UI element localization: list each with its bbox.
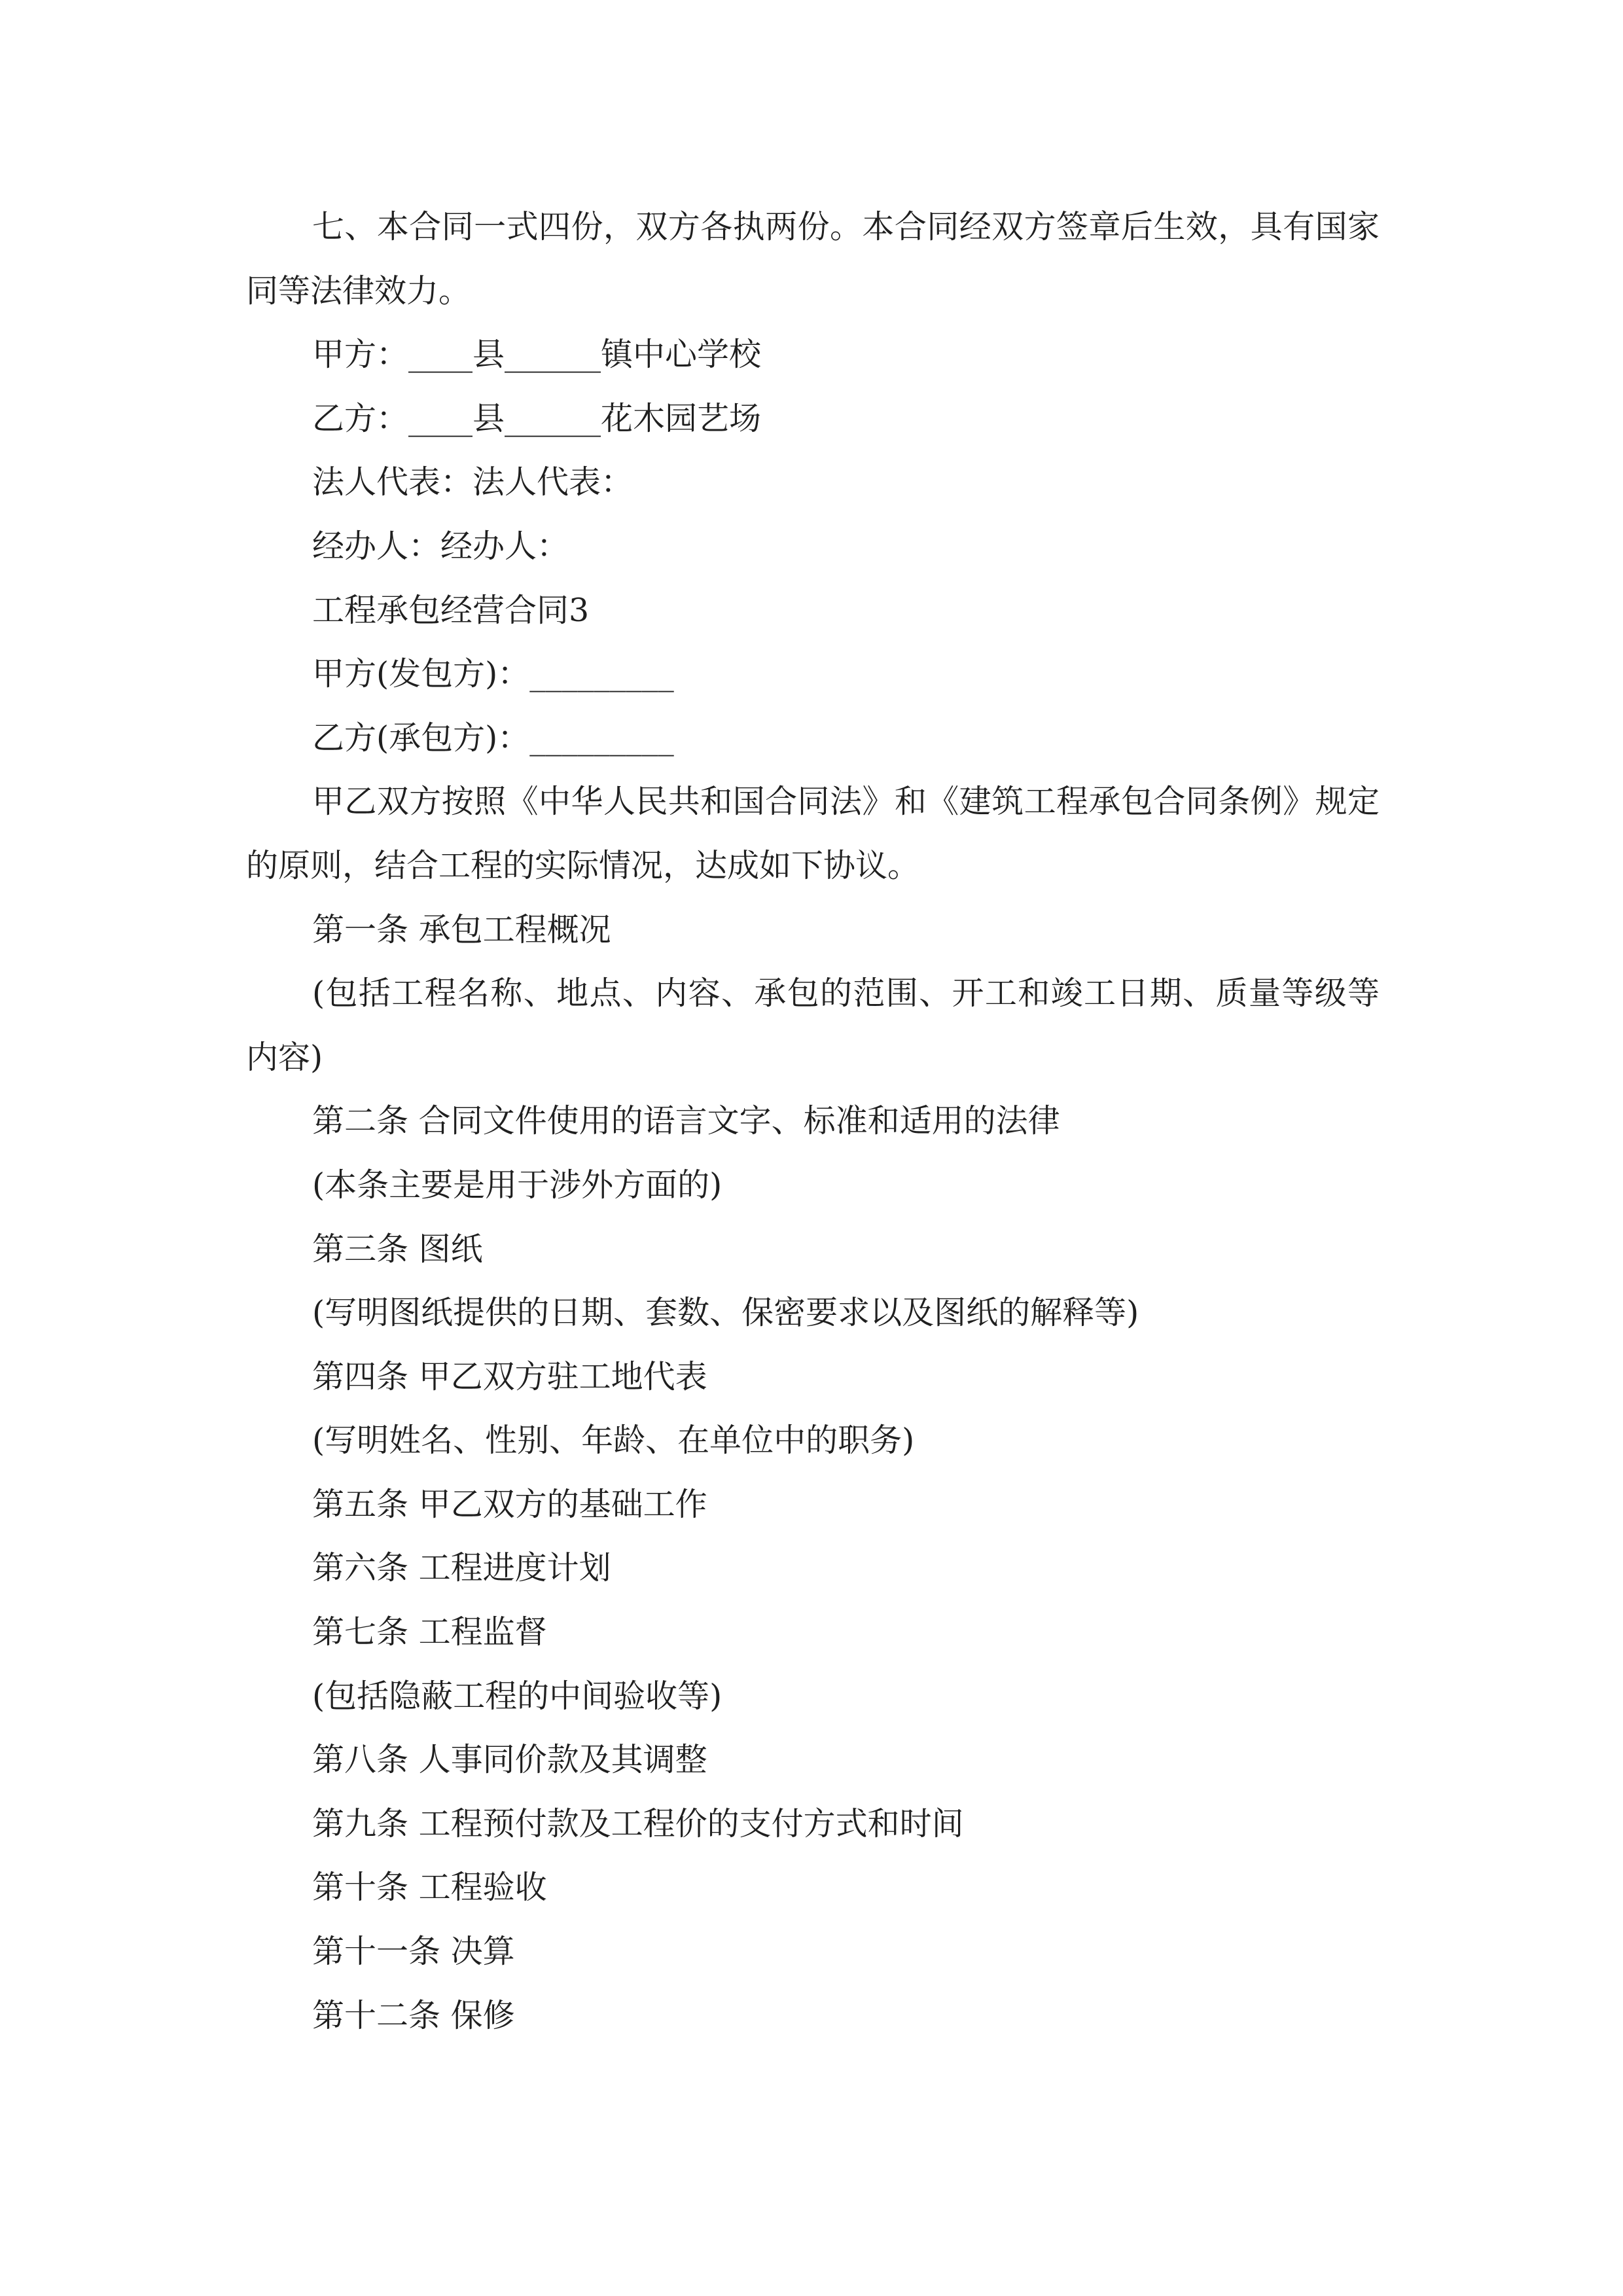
paragraph-line: 七、本合同一式四份，双方各执两份。本合同经双方签章后生效，具有国家 bbox=[312, 208, 1380, 245]
article-2-note: (本条主要是用于涉外方面的) bbox=[312, 1166, 722, 1204]
article-4-title: 第四条 甲乙双方驻工地代表 bbox=[312, 1357, 707, 1395]
paragraph-clause-seven bbox=[246, 195, 1380, 323]
paragraph-line: 内容) bbox=[246, 1038, 323, 1076]
paragraph-line: 甲乙双方按照《中华人民共和国合同法》和《建筑工程承包合同条例》规定 bbox=[312, 783, 1380, 821]
article-8-title: 第八条 人事同价款及其调整 bbox=[312, 1741, 707, 1779]
party-b-contractor-line: 乙方(承包方)：_________ bbox=[312, 719, 674, 757]
party-b-nursery-line: 乙方：____县______花木园艺场 bbox=[312, 399, 762, 437]
article-4-note: (写明姓名、性别、年龄、在单位中的职务) bbox=[312, 1422, 915, 1460]
paragraph-line: 同等法律效力。 bbox=[246, 272, 471, 310]
article-1-title: 第一条 承包工程概况 bbox=[312, 910, 611, 948]
party-a-employer-line: 甲方(发包方)：_________ bbox=[312, 655, 674, 693]
paragraph-line: 的原则，结合工程的实际情况，达成如下协议。 bbox=[246, 846, 920, 884]
contract-text-body bbox=[246, 195, 1380, 2047]
article-3-note: (写明图纸提供的日期、套数、保密要求以及图纸的解释等) bbox=[312, 1294, 1139, 1332]
article-9-title: 第九条 工程预付款及工程价的支付方式和时间 bbox=[312, 1804, 964, 1842]
article-11-title: 第十一条 决算 bbox=[312, 1933, 515, 1971]
article-10-title: 第十条 工程验收 bbox=[312, 1869, 547, 1907]
article-6-title: 第六条 工程进度计划 bbox=[312, 1549, 611, 1587]
paragraph-agreement-intro bbox=[246, 770, 1380, 897]
paragraph-line: (包括工程名称、地点、内容、承包的范围、开工和竣工日期、质量等级等 bbox=[312, 975, 1380, 1013]
article-2-title: 第二条 合同文件使用的语言文字、标准和适用的法律 bbox=[312, 1102, 1060, 1140]
article-12-title: 第十二条 保修 bbox=[312, 1996, 515, 2034]
party-a-school-line: 甲方：____县______镇中心学校 bbox=[312, 336, 762, 374]
contract-heading: 工程承包经营合同3 bbox=[312, 591, 590, 629]
legal-representative-line: 法人代表：法人代表： bbox=[312, 463, 633, 501]
article-1-note bbox=[246, 961, 1380, 1089]
article-3-title: 第三条 图纸 bbox=[312, 1230, 483, 1268]
article-7-note: (包括隐蔽工程的中间验收等) bbox=[312, 1677, 722, 1715]
article-5-title: 第五条 甲乙双方的基础工作 bbox=[312, 1485, 707, 1523]
article-7-title: 第七条 工程监督 bbox=[312, 1613, 547, 1651]
handler-line: 经办人：经办人： bbox=[312, 527, 569, 565]
